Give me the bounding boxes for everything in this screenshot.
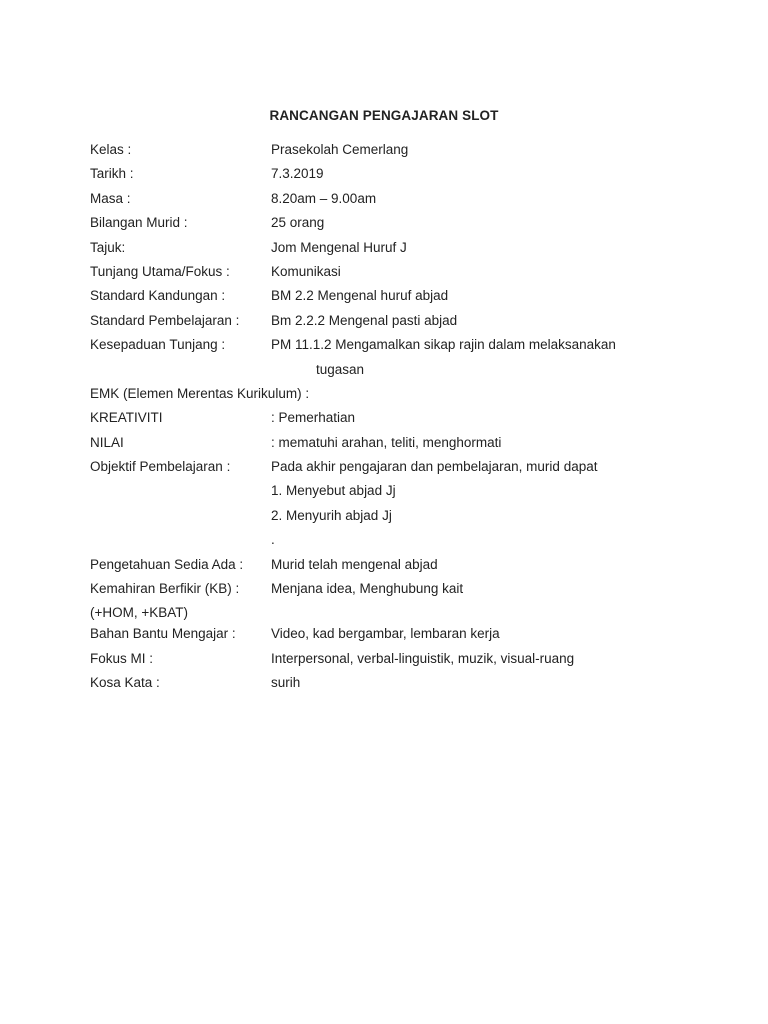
field-value: .: [271, 532, 275, 548]
field-row-fokus-mi: [90, 650, 710, 674]
field-row-bahan-bantu: [90, 625, 710, 649]
field-row-objektif: [90, 458, 710, 482]
field-label: Bilangan Murid :: [90, 215, 188, 231]
field-value: Bm 2.2.2 Mengenal pasti abjad: [271, 312, 458, 328]
field-row-kemahiran: [90, 580, 710, 604]
field-value: Video, kad bergambar, lembaran kerja: [271, 626, 500, 642]
field-row-pengetahuan: [90, 556, 710, 580]
field-row-kreativiti: [90, 409, 710, 433]
field-label: Kesepaduan Tunjang :: [90, 337, 226, 353]
field-value: PM 11.1.2 Mengamalkan sikap rajin dalam melaksanakan: [271, 337, 616, 353]
field-value: BM 2.2 Mengenal huruf abjad: [271, 288, 449, 304]
field-row-tajuk: [90, 239, 710, 263]
field-label: Pengetahuan Sedia Ada :: [90, 556, 244, 572]
field-row-nilai: [90, 434, 710, 458]
field-row-hom-kbat: [90, 604, 710, 625]
field-label: Standard Kandungan :: [90, 288, 226, 304]
field-label: Tajuk:: [90, 239, 126, 255]
field-row-continuation: [90, 361, 710, 385]
field-row-objektif-2: [90, 507, 710, 531]
field-row-objektif-1: [90, 482, 710, 506]
field-value: 25 orang: [271, 215, 325, 231]
field-value: 2. Menyurih abjad Jj: [271, 507, 392, 523]
field-row-tarikh: [90, 165, 710, 189]
field-value: Komunikasi: [271, 263, 341, 279]
field-label: Objektif Pembelajaran :: [90, 459, 231, 475]
field-label: Tunjang Utama/Fokus :: [90, 263, 230, 279]
field-label: Masa :: [90, 190, 131, 206]
field-row-emk: [90, 385, 710, 409]
field-label: Fokus MI :: [90, 650, 154, 666]
field-label: Standard Pembelajaran :: [90, 312, 240, 328]
field-value: Jom Mengenal Huruf J: [271, 239, 407, 255]
field-row-bilangan-murid: [90, 214, 710, 238]
field-value: 1. Menyebut abjad Jj: [271, 483, 396, 499]
field-value: 8.20am – 9.00am: [271, 190, 377, 206]
field-row-masa: [90, 190, 710, 214]
field-label: EMK (Elemen Merentas Kurikulum) :: [90, 385, 310, 401]
field-label: Kelas :: [90, 142, 132, 157]
field-value: Murid telah mengenal abjad: [271, 556, 438, 572]
field-value: : mematuhi arahan, teliti, menghormati: [271, 434, 502, 450]
field-value: tugasan: [316, 361, 365, 377]
field-row-standard-kandungan: [90, 287, 710, 311]
field-row-objektif-dot: [90, 531, 710, 555]
field-value: surih: [271, 675, 301, 691]
field-label: KREATIVITI: [90, 410, 163, 426]
field-label: Bahan Bantu Mengajar :: [90, 626, 236, 642]
field-value: Interpersonal, verbal-linguistik, muzik, visual-ruang: [271, 650, 575, 666]
field-label: Kemahiran Berfikir (KB) :: [90, 581, 240, 597]
field-label: NILAI: [90, 434, 124, 450]
page-title: RANCANGAN PENGAJARAN SLOT: [269, 108, 499, 123]
field-label: Kosa Kata :: [90, 675, 160, 691]
field-row-kelas: [90, 141, 710, 165]
field-value: Prasekolah Cemerlang: [271, 142, 409, 157]
field-row-standard-pembelajaran: [90, 312, 710, 336]
field-value: : Pemerhatian: [271, 410, 356, 426]
lesson-plan-fields: [90, 141, 710, 699]
field-value: Menjana idea, Menghubung kait: [271, 581, 464, 597]
field-row-kosa-kata: [90, 674, 710, 698]
field-row-kesepaduan-tunjang: [90, 336, 710, 360]
field-label: Tarikh :: [90, 166, 134, 182]
field-value: Pada akhir pengajaran dan pembelajaran, murid dapat: [271, 459, 598, 475]
field-value: 7.3.2019: [271, 166, 324, 182]
field-row-tunjang-utama: [90, 263, 710, 287]
field-label: (+HOM, +KBAT): [90, 605, 189, 621]
